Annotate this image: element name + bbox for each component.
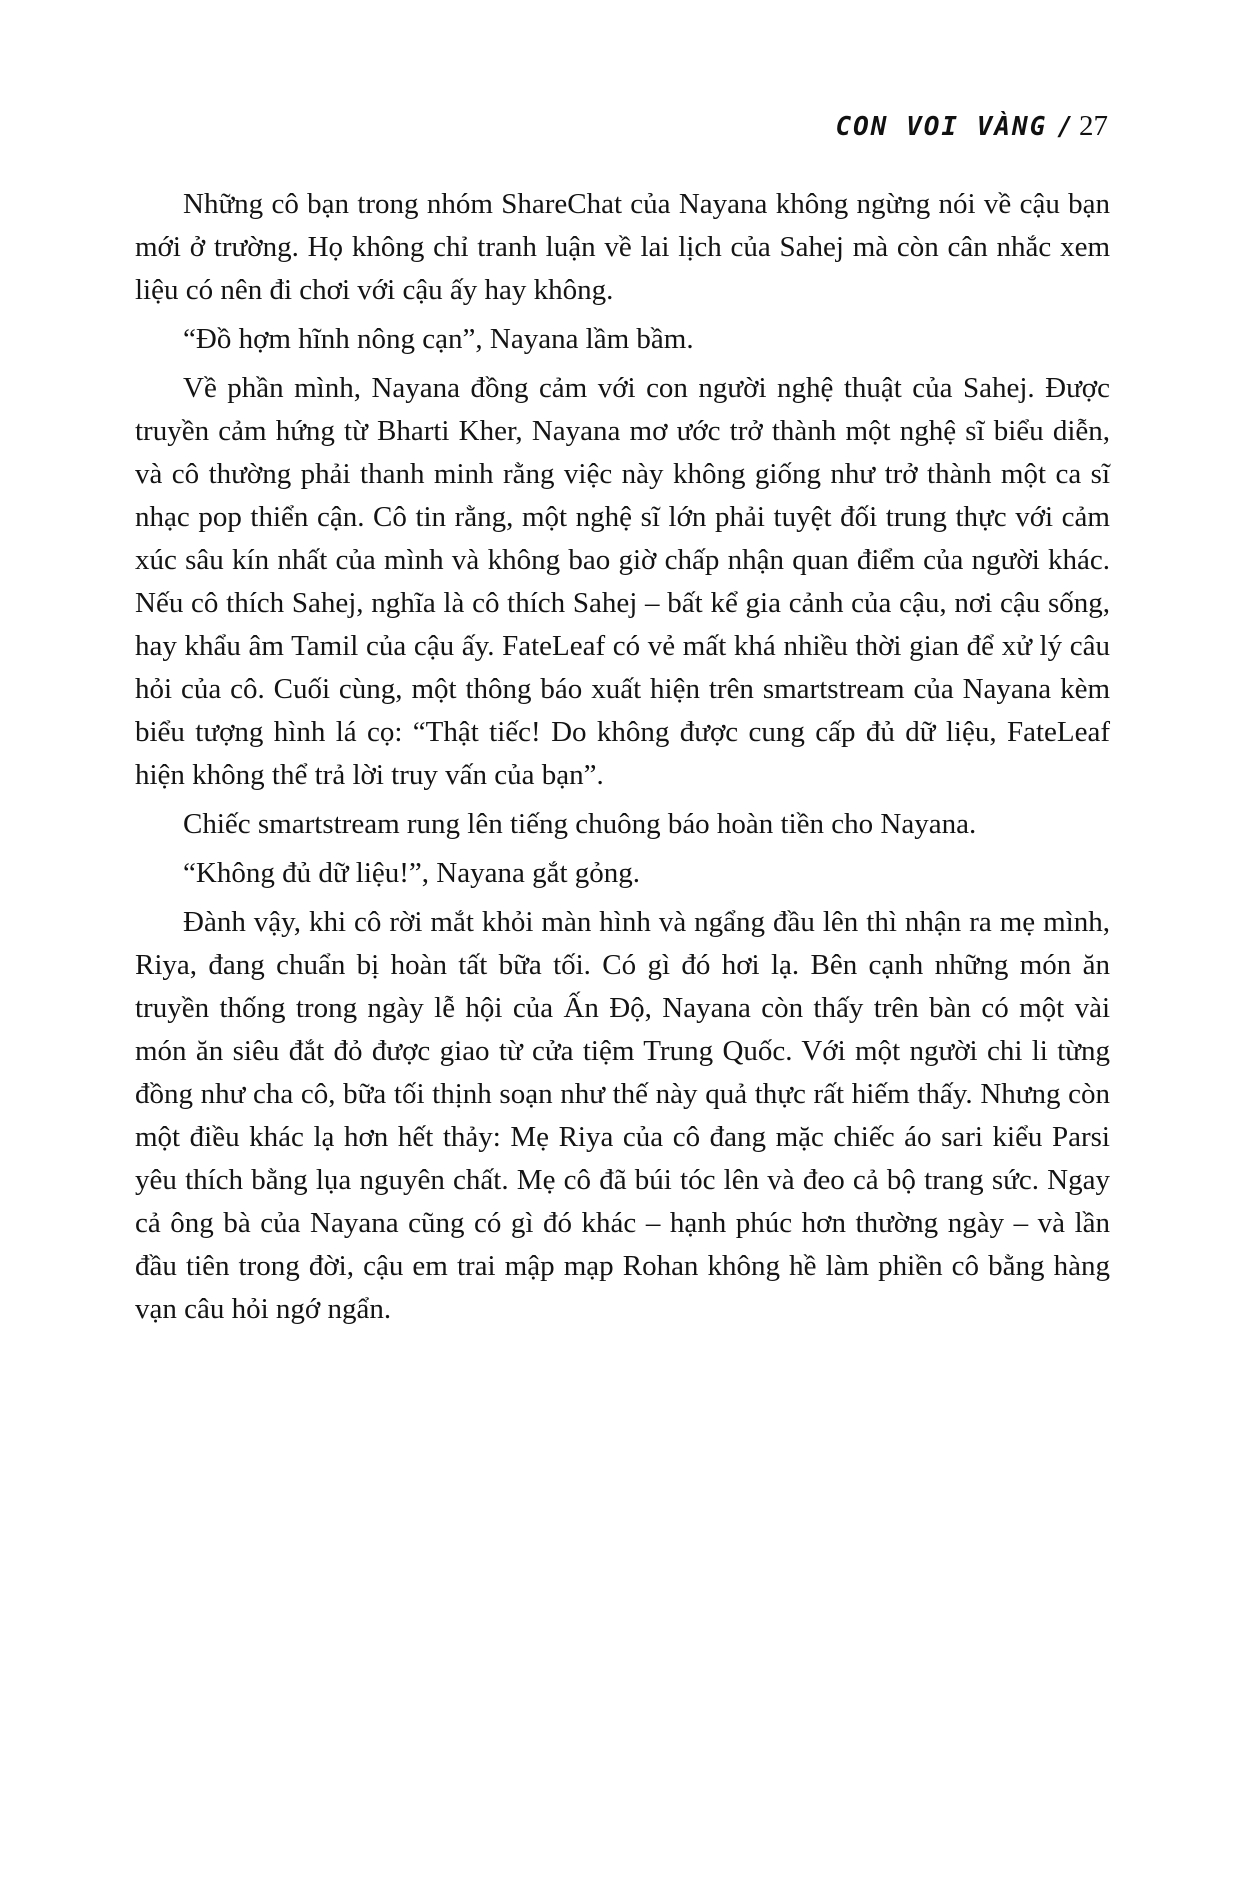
paragraph: Đành vậy, khi cô rời mắt khỏi màn hình và ngẩng đầu lên thì nhận ra mẹ mình, Riya, đang chuẩn bị hoàn tất bữa tối. Có gì đó hơi lạ. Bên cạnh những món ăn truyền thống trong ngày lễ hội của Ấn Độ, Nayana còn thấy trên bàn có một vài món ăn siêu đắt đỏ được giao từ cửa tiệm Trung Quốc. Với một người chi li từng đồng như cha cô, bữa tối thịnh soạn như thế này quả thực rất hiếm thấy. Nhưng còn một điều khác lạ hơn hết thảy: Mẹ Riya của cô đang mặc chiếc áo sari kiểu Parsi yêu thích bằng lụa nguyên chất. Mẹ cô đã búi tóc lên và đeo cả bộ trang sức. Ngay cả ông bà của Nayana cũng có gì đó khác – hạnh phúc hơn thường ngày – và lần đầu tiên trong đời, cậu em trai mập mạp Rohan không hề làm phiền cô bằng hàng vạn câu hỏi ngớ ngẩn.: [135, 906, 1110, 1325]
paragraph: Chiếc smartstream rung lên tiếng chuông báo hoàn tiền cho Nayana.: [183, 808, 977, 840]
paragraph: “Đồ hợm hĩnh nông cạn”, Nayana lầm bầm.: [183, 323, 694, 355]
body-text: [135, 183, 1110, 1331]
chapter-title: CON VOI VÀNG: [835, 112, 1048, 142]
paragraph: Về phần mình, Nayana đồng cảm với con người nghệ thuật của Sahej. Được truyền cảm hứng từ Bharti Kher, Nayana mơ ước trở thành một nghệ sĩ biểu diễn, và cô thường phải thanh minh rằng việc này không giống như trở thành một ca sĩ nhạc pop thiển cận. Cô tin rằng, một nghệ sĩ lớn phải tuyệt đối trung thực với cảm xúc sâu kín nhất của mình và không bao giờ chấp nhận quan điểm của người khác. Nếu cô thích Sahej, nghĩa là cô thích Sahej – bất kể gia cảnh của cậu, nơi cậu sống, hay khẩu âm Tamil của cậu ấy. FateLeaf có vẻ mất khá nhiều thời gian để xử lý câu hỏi của cô. Cuối cùng, một thông báo xuất hiện trên smartstream của Nayana kèm biểu tượng hình lá cọ: “Thật tiếc! Do không được cung cấp đủ dữ liệu, FateLeaf hiện không thể trả lời truy vấn của bạn”.: [135, 372, 1110, 791]
header-separator: /: [1057, 112, 1073, 142]
paragraph: “Không đủ dữ liệu!”, Nayana gắt gỏng.: [183, 857, 641, 889]
running-header: [135, 110, 1108, 143]
paragraph: Những cô bạn trong nhóm ShareChat của Nayana không ngừng nói về cậu bạn mới ở trường. Họ không chỉ tranh luận về lai lịch của Sahej mà còn cân nhắc xem liệu có nên đi chơi với cậu ấy hay không.: [135, 188, 1110, 306]
page-number: 27: [1079, 110, 1108, 142]
